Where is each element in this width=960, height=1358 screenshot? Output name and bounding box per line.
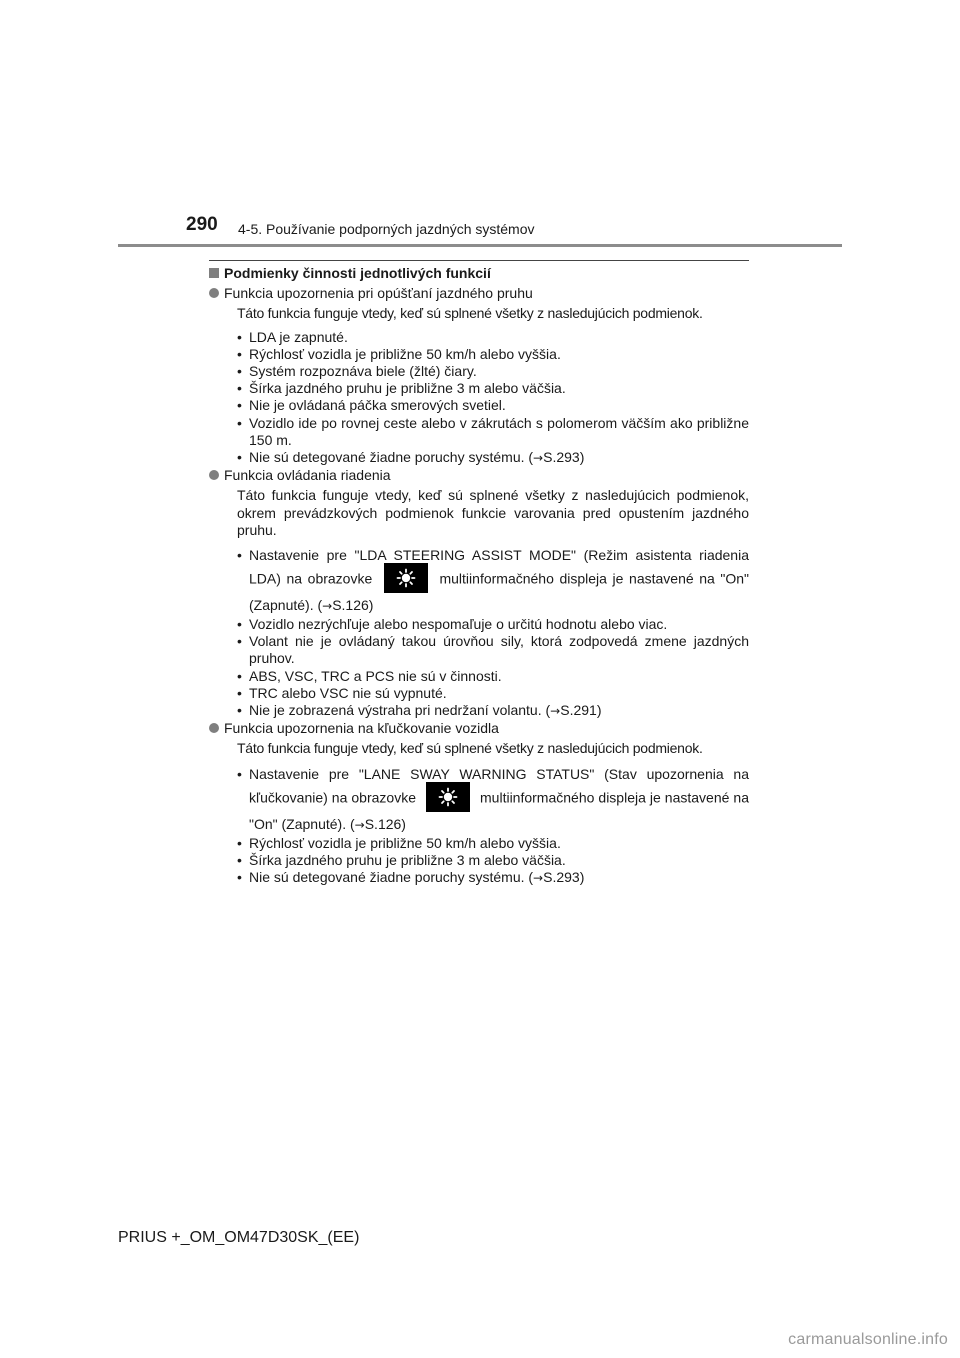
condition-item: • TRC alebo VSC nie sú vypnuté.: [237, 685, 749, 702]
subsection-heading: [209, 285, 749, 302]
subsection-steering-control: [209, 467, 749, 720]
header-divider: [118, 244, 842, 247]
circle-bullet-icon: [209, 288, 219, 298]
condition-item: • Vozidlo ide po rovnej ceste alebo v zákrutách s polomerom väčším ako približne 150 m.: [237, 415, 749, 449]
settings-gear-icon: [384, 563, 428, 593]
condition-item: • Vozidlo nezrýchľuje alebo nespomaľuje o určitú hodnotu alebo viac.: [237, 616, 749, 633]
arrow-icon: →: [533, 451, 544, 466]
condition-item: • Nie je ovládaná páčka smerových svetiel.: [237, 397, 749, 414]
gear-icon: [384, 563, 428, 593]
page-reference[interactable]: S.126): [332, 597, 374, 614]
settings-gear-icon: [426, 782, 470, 812]
subsection-title: Funkcia upozornenia na kľučkovanie vozidla: [224, 720, 499, 737]
condition-item: • Rýchlosť vozidla je približne 50 km/h alebo vyššia.: [237, 835, 749, 852]
subsection-sway-warning: [209, 720, 749, 887]
condition-text: multiinformačného displeja je nastavené na "On" (Zapnuté). (: [249, 789, 750, 832]
subsection-title: Funkcia upozornenia pri opúšťaní jazdného pruhu: [224, 285, 533, 302]
condition-text: Nie je zobrazená výstraha pri nedržaní volantu. (: [249, 702, 551, 719]
circle-bullet-icon: [209, 470, 219, 480]
condition-item: [237, 702, 749, 720]
subsection-title: Funkcia ovládania riadenia: [224, 467, 391, 484]
page-reference[interactable]: S.293): [543, 449, 585, 466]
section-heading: [209, 265, 749, 282]
section-divider: [209, 260, 749, 261]
page-header: [0, 0, 960, 250]
condition-item: • Šírka jazdného pruhu je približne 3 m alebo väčšia.: [237, 852, 749, 869]
condition-item: • Rýchlosť vozidla je približne 50 km/h alebo vyššia.: [237, 346, 749, 363]
gear-icon: [426, 782, 470, 812]
subsection-lda-warning: [209, 285, 749, 467]
square-bullet-icon: [209, 268, 219, 278]
condition-list: [237, 545, 749, 720]
circle-bullet-icon: [209, 723, 219, 733]
condition-item: • ABS, VSC, TRC a PCS nie sú v činnosti.: [237, 668, 749, 685]
subsection-intro: Táto funkcia funguje vtedy, keď sú splnené všetky z nasledujúcich podmienok.: [237, 740, 703, 757]
condition-text: multiinformačného displeja je nastavené na "On" (Zapnuté). (: [249, 570, 750, 614]
condition-item-setting: [237, 545, 749, 616]
arrow-icon: →: [533, 871, 544, 886]
section-title: Podmienky činnosti jednotlivých funkcií: [224, 265, 491, 281]
subsection-heading: [209, 720, 749, 737]
subsection-intro: Táto funkcia funguje vtedy, keď sú splnené všetky z nasledujúcich podmienok, okrem prevádzkových podmienok funkcie varovania pred opustením jazdného pruhu.: [237, 487, 749, 538]
condition-item: [237, 449, 749, 467]
condition-item-setting: [237, 764, 749, 835]
subsection-intro: Táto funkcia funguje vtedy, keď sú splnené všetky z nasledujúcich podmienok.: [237, 305, 703, 322]
condition-text: Nastavenie pre "LANE SWAY WARNING STATUS" (Stav upozornenia na kľučkovanie) na obrazovke: [249, 765, 749, 806]
arrow-icon: →: [550, 704, 561, 719]
page-number: 290: [186, 214, 218, 235]
condition-item: • Šírka jazdného pruhu je približne 3 m alebo väčšia.: [237, 380, 749, 397]
arrow-icon: →: [354, 817, 365, 832]
condition-text: Nie sú detegované žiadne poruchy systému. (: [249, 869, 534, 886]
condition-list: [237, 764, 749, 888]
condition-item: [237, 869, 749, 887]
page-reference[interactable]: S.291): [560, 702, 602, 719]
watermark: carmanualsonline.info: [788, 1331, 948, 1348]
subsection-heading: [209, 467, 749, 484]
document-code: PRIUS +_OM_OM47D30SK_(EE): [118, 1229, 360, 1246]
condition-text: Nie sú detegované žiadne poruchy systému. (: [249, 449, 534, 466]
condition-text: Nastavenie pre "LDA STEERING ASSIST MODE" (Režim asistenta riadenia LDA) na obrazovke: [249, 547, 749, 587]
page-reference[interactable]: S.293): [543, 869, 585, 886]
condition-item: • LDA je zapnuté.: [237, 329, 749, 346]
page-content: [209, 265, 749, 887]
arrow-icon: →: [322, 599, 333, 614]
page-reference[interactable]: S.126): [364, 815, 406, 832]
chapter-title: 4-5. Používanie podporných jazdných systémov: [238, 221, 535, 237]
condition-item: • Volant nie je ovládaný takou úrovňou sily, ktorá zodpovedá zmene jazdných pruhov.: [237, 633, 749, 667]
condition-item: • Systém rozpoznáva biele (žlté) čiary.: [237, 363, 749, 380]
condition-list: [237, 329, 749, 468]
